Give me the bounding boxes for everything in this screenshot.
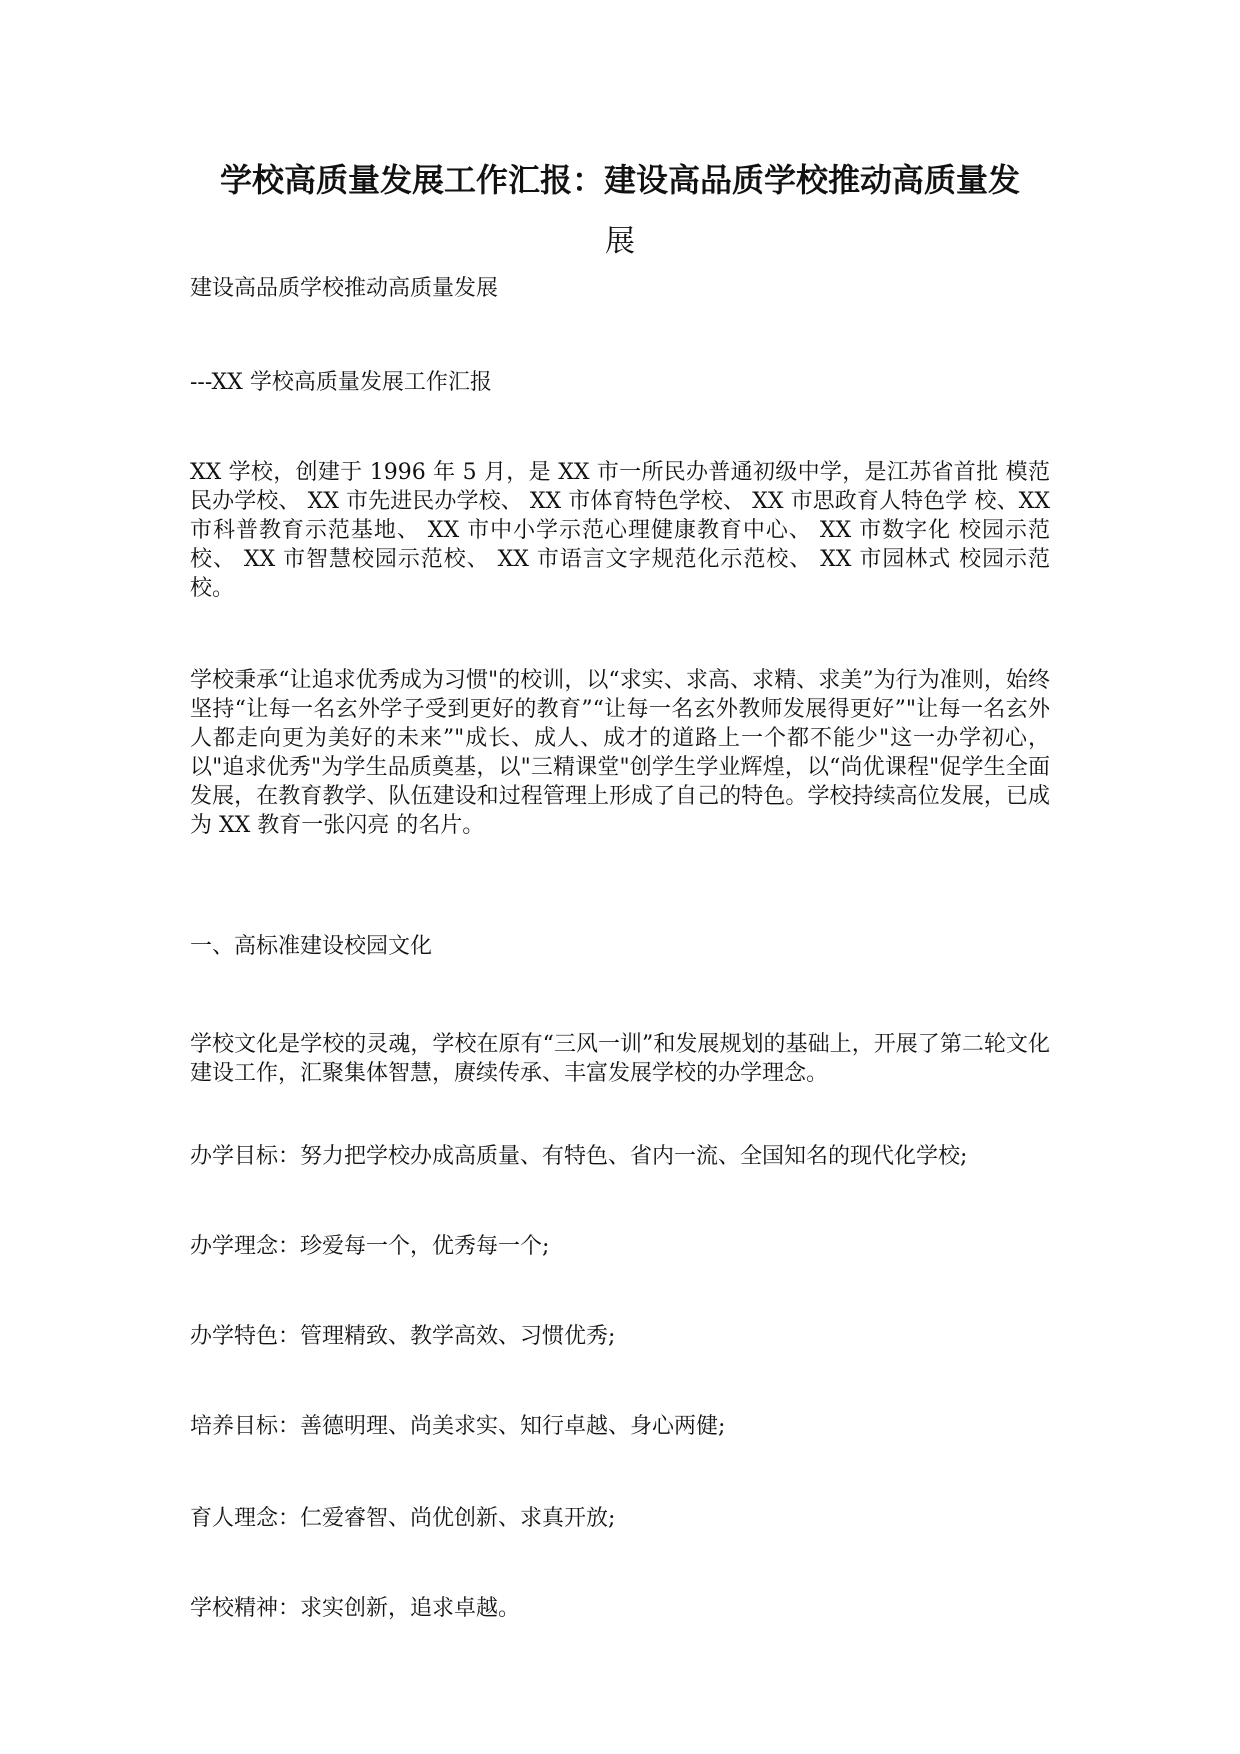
school-spirit-line: 学校精神：求实创新，追求卓越。 <box>190 1596 521 1621</box>
school-feature-line: 办学特色：管理精致、教学高效、习惯优秀; <box>190 1324 616 1349</box>
subtitle: 建设高品质学校推动高质量发展 <box>190 276 499 301</box>
motto-paragraph: 学校秉承“让追求优秀成为习惯"的校训，以“求实、求高、求精、求美”为行为准则，始终坚持“让每一名玄外学子受到更好的教育”“让每一名玄外教师发展得更好”"让每一名玄外人都走向更为美好的未来”"成长、成人、成才的道路上一个都不能少"这一办学初心，以"追求优秀"为学生品质奠基，以"三精课堂"创学生学业辉煌，以“尚优课程"促学生全面发展，在教育教学、队伍建设和过程管理上形成了自己的特色。学校持续高位发展，已成为 XX 教育一张闪亮 的名片。 <box>190 668 1050 838</box>
intro-paragraph: XX 学校，创建于 1996 年 5 月，是 XX 市一所民办普通初级中学，是江苏省首批 模范民办学校、 XX 市先进民办学校、 XX 市体育特色学校、 XX 市思政育人特色学 校、XX 市科普教育示范基地、 XX 市中小学示范心理健康教育中心、 XX 市数字化 校园示范校、 XX 市智慧校园示范校、 XX 市语言文字规范化示范校、 XX 市园林式 校园示范校。 <box>190 460 1050 601</box>
byline: ---XX 学校高质量发展工作汇报 <box>190 370 492 395</box>
document-title-line1: 学校高质量发展工作汇报：建设高品质学校推动高质量发 <box>219 161 1020 199</box>
culture-paragraph: 学校文化是学校的灵魂，学校在原有“三风一训”和发展规划的基础上，开展了第二轮文化建设工作，汇聚集体智慧，赓续传承、丰富发展学校的办学理念。 <box>190 1032 1050 1086</box>
training-goal-line: 培养目标：善德明理、尚美求实、知行卓越、身心两健; <box>190 1414 726 1439</box>
section-heading-campus-culture: 一、高标准建设校园文化 <box>190 934 433 959</box>
school-philosophy-line: 办学理念：珍爱每一个，优秀每一个; <box>190 1234 550 1259</box>
school-goal-line: 办学目标：努力把学校办成高质量、有特色、省内一流、全国知名的现代化学校; <box>190 1144 968 1169</box>
document-title-line2: 展 <box>605 224 635 259</box>
education-concept-line: 育人理念：仁爱睿智、尚优创新、求真开放; <box>190 1506 616 1531</box>
